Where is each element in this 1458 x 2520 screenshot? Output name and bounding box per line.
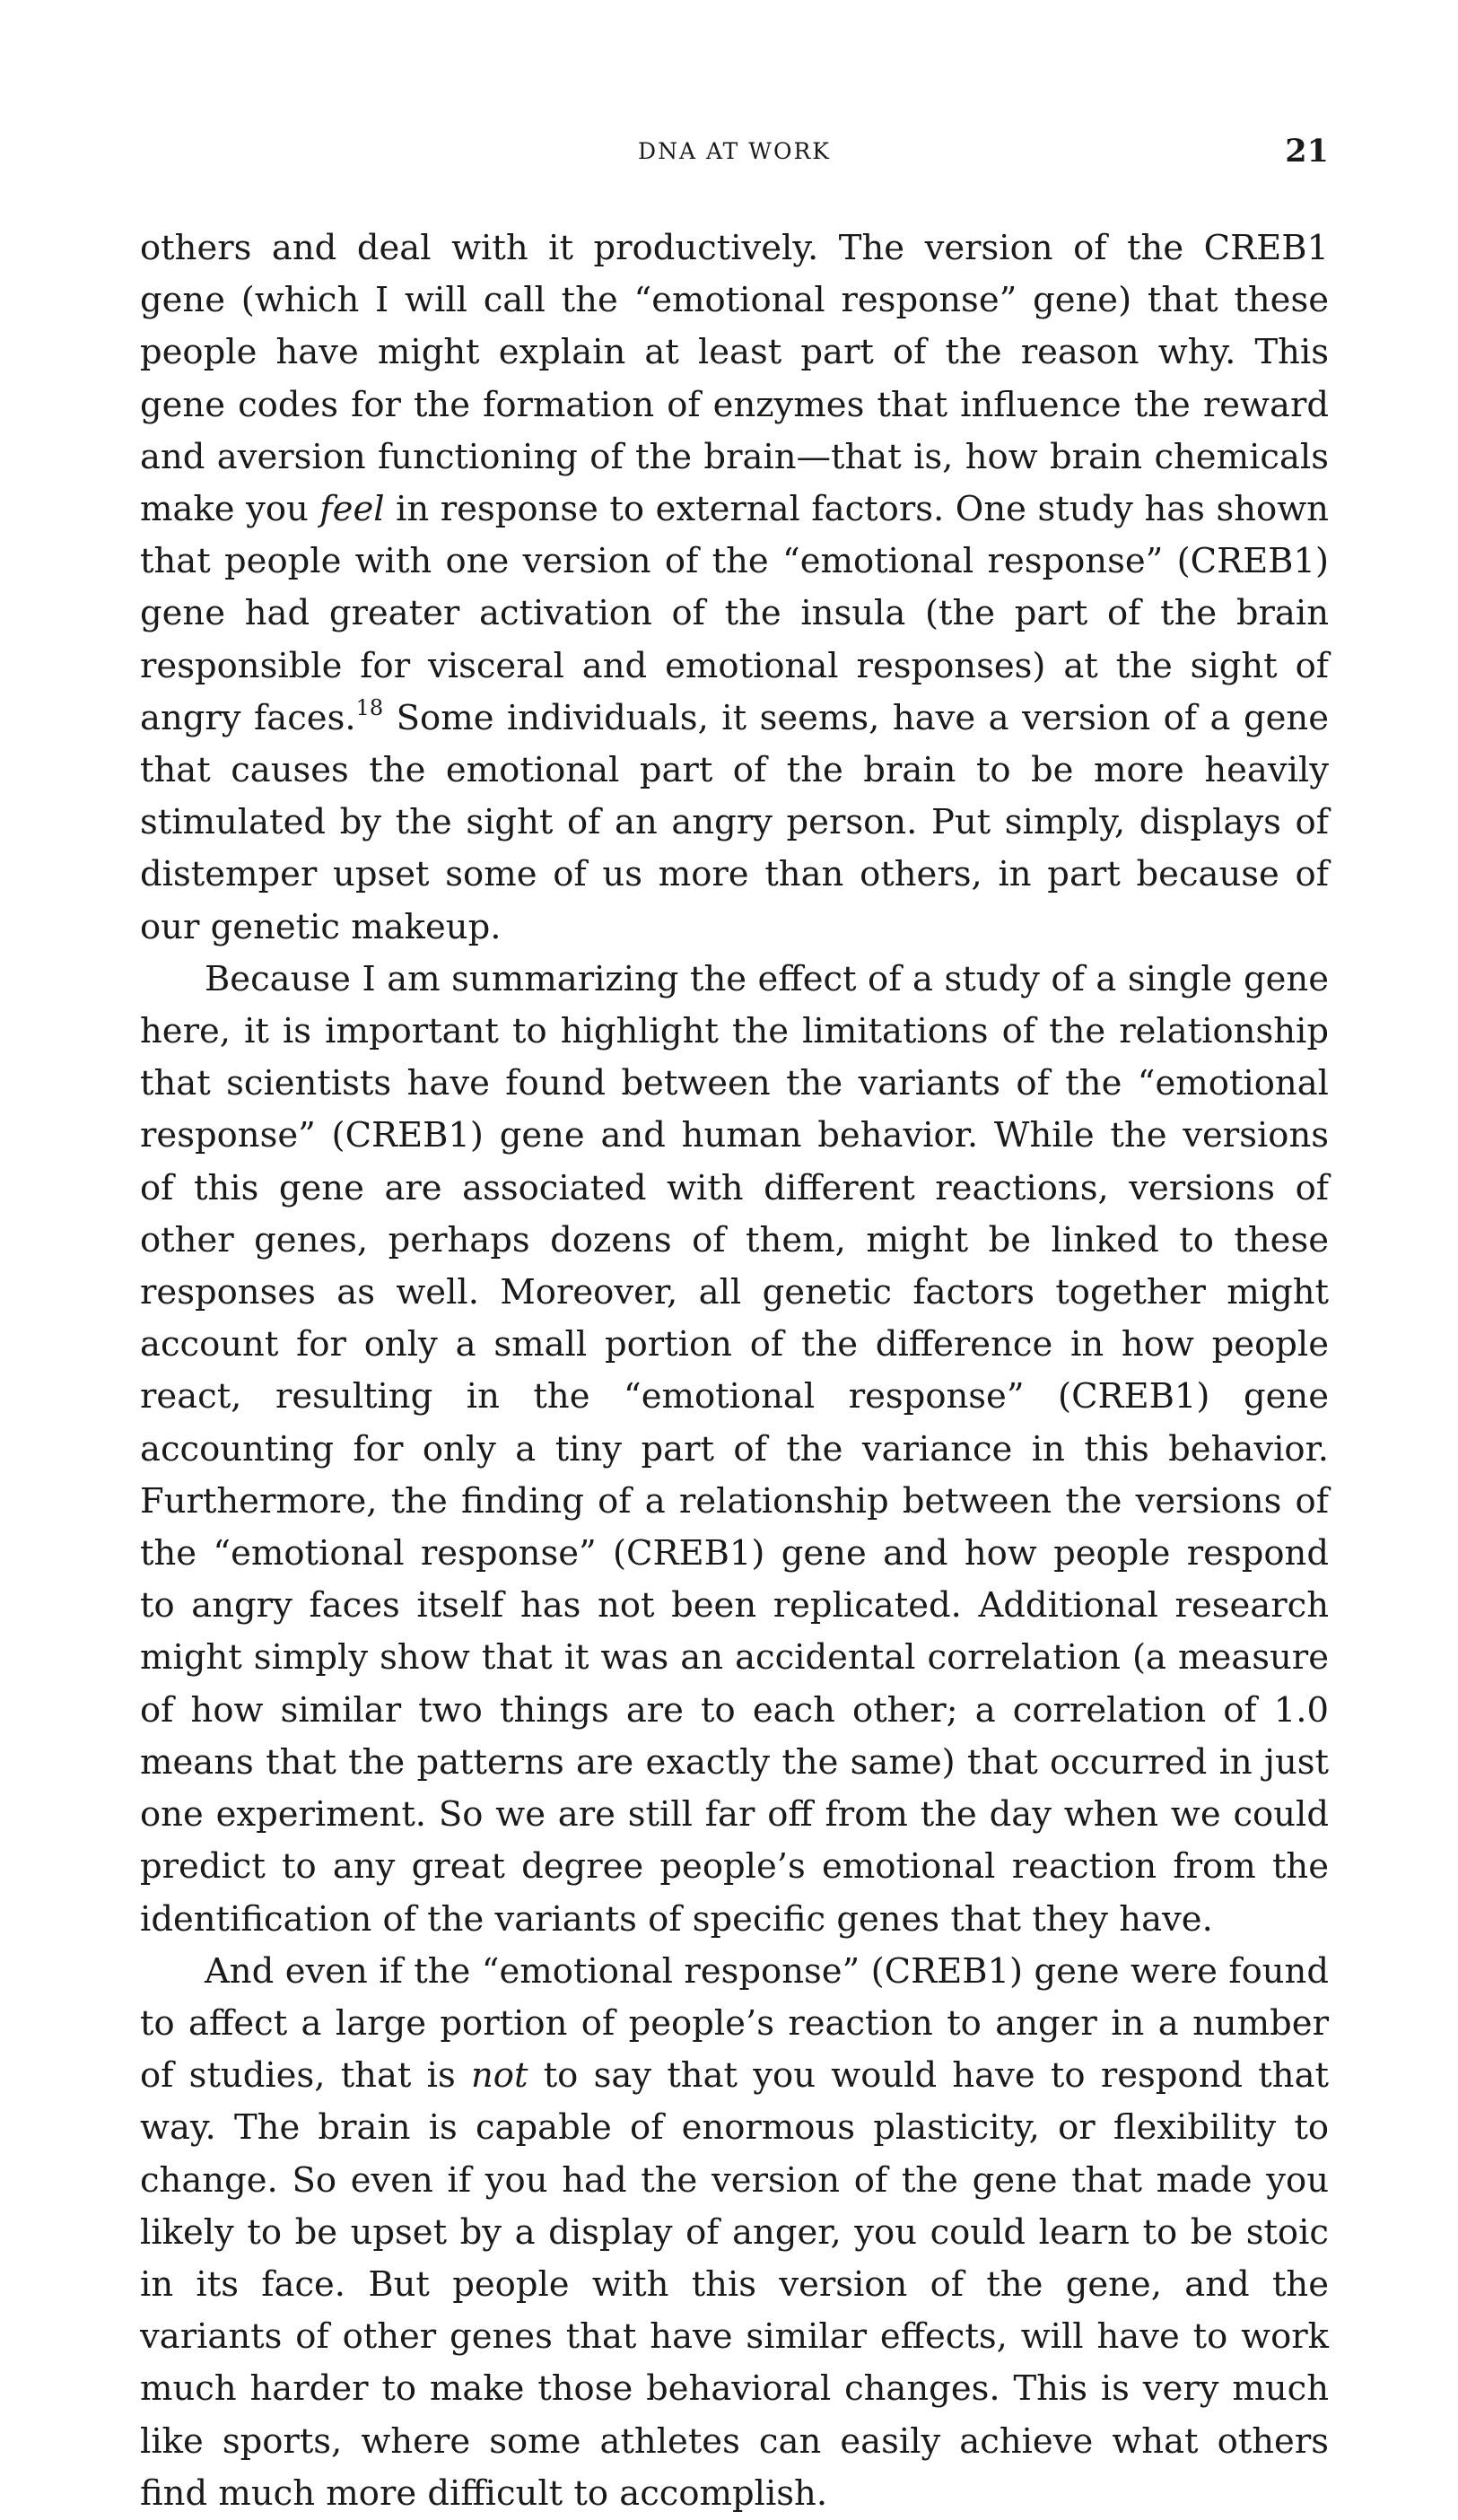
paragraph-2: Because I am summarizing the effect of a study of a single gene here, it is important to highlight the limitations of the relationship that scientists have found between the variants of the “emotional response” (CREB1) gene and human behavior. While the versions of this gene are associated with different reactions, versions of other genes, perhaps dozens of them, might be linked to these responses as well. Moreover, all genetic factors together might account for only a small portion of the difference in how people react, resulting in the “emotional response” (CREB1) gene accounting for only a tiny part of the variance in this behavior. Furthermore, the finding of a relationship between the versions of the “emotional response” (CREB1) gene and how people respond to angry faces itself has not been replicated. Additional research might simply show that it was an accidental correlation (a measure of how similar two things are to each other; a correlation of 1.0 means that the patterns are exactly the same) that occurred in just one experiment. So we are still far off from the day when we could predict to any great degree people’s emotional reaction from the identification of the variants of specific genes that they have.	[140, 958, 1329, 1940]
paragraph-1-text-a: others and deal with it productively. The version of the CREB1 gene (which I will call the “emotional response” gene) that these people have might explain at least part of the reason why. This gene codes for the formation of enzymes that influence the reward and aversion functioning of the brain—that is, how brain chemicals make you	[140, 228, 1329, 530]
paragraph-1	[140, 222, 1329, 954]
paragraph-1-text-b: in response to external factors. One study has shown that people with one version of the “emotional response” (CREB1) gene had greater activation of the insula (the part of the brain responsible for visceral and emotional responses) at the sight of angry faces.	[140, 489, 1329, 738]
page-number: 21	[1285, 133, 1329, 170]
emphasis-not: not	[470, 2055, 528, 2097]
body-text	[140, 222, 1329, 2520]
paragraph-3-text-b: to say that you would have to respond that way. The brain is capable of enormous plasticity, or flexibility to change. So even if you had the version of the gene that made you likely to be upset by a display of anger, you could learn to be stoic in its face. But people with this version of the gene, and the variants of other genes that have similar effects, will have to work much harder to make those behavioral changes. This is very much like sports, where some athletes can easily achieve what others find much more difficult to accomplish.	[140, 2055, 1329, 2514]
footnote-reference: 18	[355, 694, 384, 720]
paragraph-3	[140, 1946, 1329, 2520]
running-header	[140, 133, 1329, 178]
paragraph-3-text-a: And even if the “emotional response” (CREB1) gene were found to affect a large portion of people’s reaction to anger in a number of studies, that is	[140, 1950, 1329, 2097]
running-title: DNA AT WORK	[638, 138, 831, 164]
emphasis-feel: feel	[319, 489, 385, 530]
paragraph-1-text-c: Some individuals, it seems, have a version of a gene that causes the emotional part of the brain to be more heavily stimulated by the sight of an angry person. Put simply, displays of distemper upset some of us more than others, in part because of our genetic makeup.	[140, 697, 1329, 947]
